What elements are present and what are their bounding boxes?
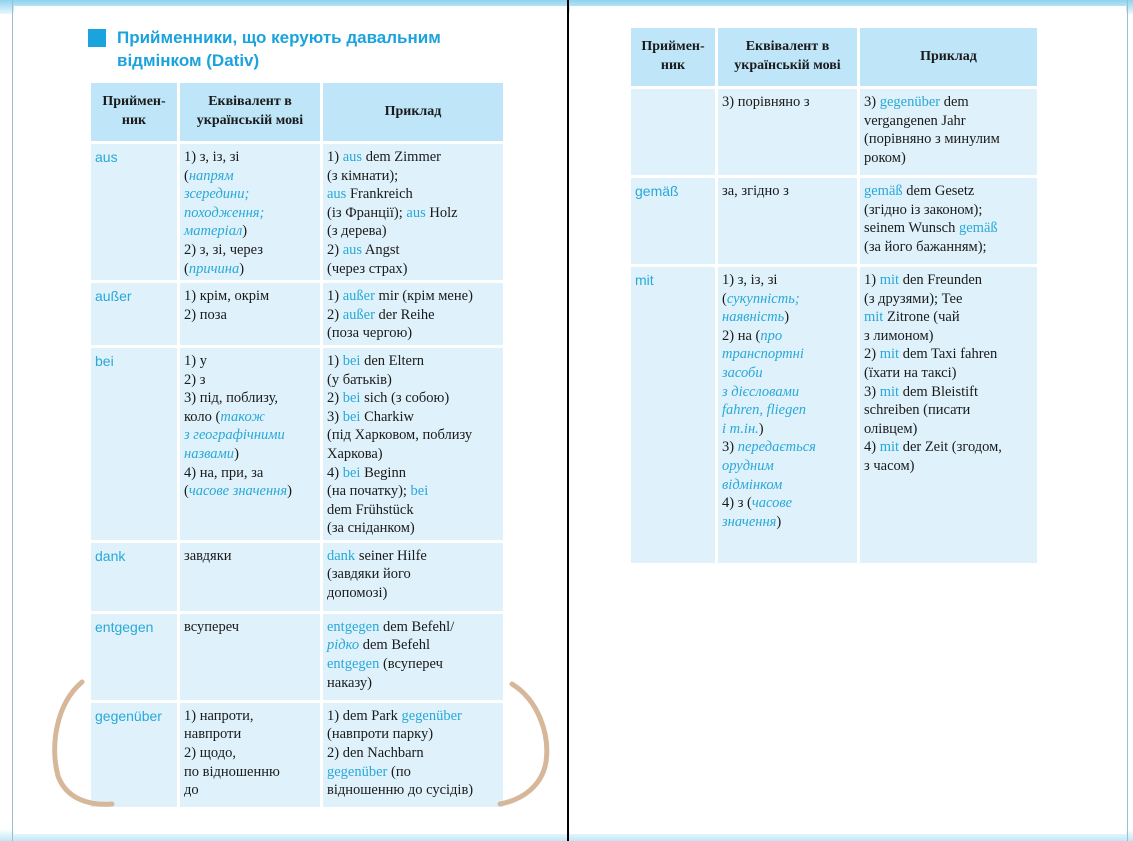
cell-line — [722, 93, 853, 112]
text-segment: schreiben (писати — [864, 402, 971, 419]
text-segment: 2) — [327, 241, 343, 258]
text-segment: ) — [242, 223, 248, 240]
text-segment: (з кімнати); — [327, 167, 399, 184]
text-segment: ) — [784, 309, 790, 326]
text-segment: 2) — [864, 346, 880, 363]
text-segment: 2) поза — [184, 306, 227, 323]
italic-note: і т.ін. — [722, 420, 759, 437]
cell-line — [864, 201, 1033, 220]
header-preposition: Приймен-ник — [631, 28, 715, 86]
text-segment: відношенню до сусідів) — [327, 782, 474, 799]
cell-line — [864, 182, 1033, 201]
text-segment: ) — [234, 445, 239, 462]
text-segment: 3) — [722, 439, 738, 456]
keyword: bei — [342, 464, 361, 481]
cell-line — [184, 763, 316, 782]
header-equivalent: Еквівалент в українській мові — [718, 28, 857, 86]
text-segment: ) — [239, 260, 245, 277]
italic-note: часове — [751, 495, 793, 512]
cell-line — [184, 426, 316, 445]
cell-line — [327, 445, 499, 464]
cell-line — [327, 501, 499, 520]
table-row — [91, 703, 503, 807]
header-example: Приклад — [860, 28, 1037, 86]
handwritten-right-bracket — [494, 676, 556, 812]
table-row — [631, 267, 1037, 563]
cell-line — [864, 345, 1033, 364]
cell-line — [184, 445, 316, 464]
text-segment: (під Харковом, поблизу — [327, 427, 473, 444]
text-segment: ( — [184, 167, 189, 184]
cell-line — [327, 287, 499, 306]
equivalent-cell — [180, 348, 320, 540]
keyword: mit — [879, 439, 900, 456]
text-segment: 1) з, із, зі — [184, 149, 240, 165]
cell-line — [722, 438, 853, 457]
text-segment: 1) — [327, 149, 343, 165]
cell-line — [184, 222, 316, 241]
text-segment: (порівняно з минулим — [864, 131, 1000, 148]
keyword: außer — [342, 306, 375, 323]
cell-line — [184, 707, 316, 726]
cell-line — [864, 238, 1033, 257]
text-segment: (через страх) — [327, 260, 408, 277]
table-header-row — [631, 28, 1037, 86]
equivalent-cell — [180, 283, 320, 345]
cell-line — [722, 345, 853, 364]
text-segment: ( — [184, 483, 189, 500]
text-segment: роком) — [864, 149, 906, 166]
page-spine — [567, 0, 569, 841]
italic-note: походження; — [184, 204, 265, 221]
text-segment: (з дерева) — [327, 223, 387, 240]
cell-line — [864, 438, 1033, 457]
text-segment: dem Befehl — [359, 637, 430, 654]
cell-line — [184, 389, 316, 408]
example-cell — [323, 543, 503, 611]
cell-line — [722, 308, 853, 327]
cell-line — [184, 371, 316, 390]
preposition-cell — [631, 89, 715, 175]
keyword: aus — [342, 241, 363, 258]
keyword: mit — [879, 383, 900, 400]
text-segment: 1) напроти, — [184, 707, 254, 724]
italic-note: орудним — [722, 457, 774, 474]
cell-line — [722, 476, 853, 495]
italic-note: відмінком — [722, 476, 783, 493]
cell-line — [327, 352, 499, 371]
text-segment: dem Taxi fahren — [899, 346, 998, 363]
italic-note: також — [220, 408, 265, 425]
cell-line — [327, 565, 499, 584]
cell-line — [327, 636, 499, 655]
equivalent-cell — [180, 614, 320, 700]
cell-line — [327, 167, 499, 186]
keyword: bei — [342, 390, 361, 407]
keyword: entgegen — [327, 656, 380, 673]
text-segment: 3) — [864, 383, 880, 400]
table-row — [631, 89, 1037, 175]
header-preposition: Приймен-ник — [91, 83, 177, 141]
text-segment: ) — [776, 513, 782, 530]
text-segment: допомозі) — [327, 585, 388, 602]
text-segment: Zitrone (чай — [883, 309, 960, 326]
table-row — [91, 283, 503, 345]
cell-line — [184, 352, 316, 371]
keyword: aus — [327, 186, 347, 203]
text-segment: seiner Hilfe — [355, 547, 427, 564]
cell-line — [184, 148, 316, 167]
preposition-cell: gemäß — [631, 178, 715, 264]
text-segment: dem — [940, 94, 969, 110]
text-segment: 4) — [864, 439, 880, 456]
cell-line — [327, 725, 499, 744]
text-segment: seinem Wunsch — [864, 220, 959, 237]
keyword: aus — [342, 149, 363, 165]
right-page-edge — [1127, 0, 1128, 841]
cell-line — [327, 781, 499, 800]
text-segment: Харкова) — [327, 445, 383, 462]
keyword: mit — [864, 309, 884, 326]
handwritten-left-bracket — [48, 676, 118, 816]
cell-line — [184, 241, 316, 260]
cell-line — [327, 204, 499, 223]
cell-line — [327, 482, 499, 501]
text-segment: Angst — [362, 241, 400, 258]
cell-line — [722, 401, 853, 420]
text-segment: Beginn — [360, 464, 406, 481]
cell-line — [327, 547, 499, 566]
prepositions-table-right — [628, 25, 1040, 566]
text-segment: 1) — [327, 288, 343, 305]
text-segment: (їхати на таксі) — [864, 364, 957, 381]
text-segment: 1) — [864, 272, 880, 288]
cell-line — [327, 324, 499, 343]
text-segment: mir (крім мене) — [374, 288, 473, 305]
left-page-edge — [12, 0, 13, 841]
text-segment: 2) — [327, 390, 343, 407]
text-segment: (у батьків) — [327, 371, 392, 388]
text-segment: (завдяки його — [327, 566, 411, 583]
text-segment: 3) — [327, 408, 343, 425]
italic-note: напрям — [188, 167, 234, 184]
italic-note: наявність — [722, 309, 785, 326]
italic-note: значення — [722, 513, 777, 530]
text-segment: 1) dem Park — [327, 707, 402, 724]
italic-note: рідко — [327, 637, 360, 654]
cell-line — [864, 401, 1033, 420]
text-segment: 1) з, із, зі — [722, 272, 778, 288]
text-segment: (згідно із законом); — [864, 201, 983, 218]
cell-line — [722, 271, 853, 290]
text-segment: sich (з собою) — [360, 390, 450, 407]
preposition-cell: außer — [91, 283, 177, 345]
cell-line — [327, 464, 499, 483]
text-segment: ( — [722, 290, 727, 307]
cell-line — [184, 618, 316, 637]
text-segment: 4) з ( — [722, 495, 752, 512]
example-cell — [323, 703, 503, 807]
table-row — [631, 178, 1037, 264]
text-segment: (всупереч — [379, 656, 443, 673]
table-row — [91, 144, 503, 280]
cell-line — [722, 420, 853, 439]
cell-line — [184, 744, 316, 763]
cell-line — [184, 547, 316, 566]
text-segment: (на початку); — [327, 483, 411, 500]
heading-square-icon — [88, 29, 106, 47]
table-header-row — [91, 83, 503, 141]
cell-line — [184, 725, 316, 744]
equivalent-cell — [718, 267, 857, 563]
cell-line — [327, 519, 499, 538]
table-row — [91, 543, 503, 611]
text-segment: 3) порівняно з — [722, 94, 810, 110]
cell-line — [327, 222, 499, 241]
example-cell — [323, 614, 503, 700]
text-segment: 4) — [327, 464, 343, 481]
text-segment: (за сніданком) — [327, 520, 415, 537]
equivalent-cell — [718, 89, 857, 175]
text-segment: (із Франції); — [327, 204, 407, 221]
example-cell — [323, 348, 503, 540]
text-segment: (навпроти парку) — [327, 726, 434, 743]
text-segment: наказу) — [327, 674, 372, 691]
keyword: gegenüber — [401, 707, 462, 724]
italic-note: транспортні — [722, 346, 804, 363]
cell-line — [184, 204, 316, 223]
italic-note: назвами — [184, 445, 235, 462]
text-segment: ) — [758, 420, 764, 437]
text-segment: dem Frühstück — [327, 501, 414, 518]
prepositions-table-left — [88, 80, 506, 810]
cell-line — [327, 241, 499, 260]
text-segment: по відношенню — [184, 763, 280, 780]
text-segment: навпроти — [184, 726, 242, 743]
text-segment: den Eltern — [360, 352, 425, 369]
table-row — [91, 348, 503, 540]
text-segment: за, згідно з — [722, 183, 789, 199]
cell-line — [327, 408, 499, 427]
italic-note: fahren, fliegen — [722, 402, 807, 419]
text-segment: 2) з — [184, 371, 206, 388]
italic-note: передається — [737, 439, 816, 456]
cell-line — [327, 148, 499, 167]
cell-line — [722, 383, 853, 402]
example-cell — [860, 267, 1037, 563]
preposition-cell: aus — [91, 144, 177, 280]
cell-line — [722, 494, 853, 513]
keyword: bei — [410, 483, 429, 500]
section-heading — [88, 26, 508, 72]
text-segment: Charkiw — [360, 408, 414, 425]
keyword: gemäß — [959, 220, 998, 237]
cell-line — [864, 308, 1033, 327]
cell-line — [864, 290, 1033, 309]
text-segment: 2) щодо, — [184, 745, 236, 762]
cell-line — [327, 674, 499, 693]
text-segment: der Zeit (згодом, — [899, 439, 1002, 456]
cell-line — [327, 185, 499, 204]
text-segment: завдяки — [184, 547, 232, 564]
text-segment: Holz — [425, 204, 458, 221]
text-segment: den Freunden — [899, 272, 983, 288]
text-segment: 2) на ( — [722, 327, 761, 344]
preposition-cell: bei — [91, 348, 177, 540]
cell-line — [327, 389, 499, 408]
text-segment: 1) у — [184, 352, 207, 369]
text-segment: dem Bleistift — [899, 383, 978, 400]
cell-line — [327, 707, 499, 726]
cell-line — [184, 781, 316, 800]
text-segment: dem Befehl/ — [379, 618, 455, 635]
cell-line — [864, 420, 1033, 439]
equivalent-cell — [180, 543, 320, 611]
text-segment: (по — [387, 763, 411, 780]
example-cell — [860, 89, 1037, 175]
cell-line — [184, 185, 316, 204]
keyword: entgegen — [327, 618, 380, 635]
cell-line — [184, 464, 316, 483]
cell-line — [722, 457, 853, 476]
text-segment: dem Gesetz — [902, 183, 975, 199]
cell-line — [327, 655, 499, 674]
cell-line — [327, 260, 499, 279]
text-segment: 3) — [864, 94, 880, 110]
text-segment: (поза чергою) — [327, 325, 413, 342]
italic-note: зсередини; — [184, 186, 250, 203]
text-segment: 3) під, поблизу, — [184, 390, 278, 407]
italic-note: сукупність; — [726, 290, 800, 307]
italic-note: причина — [188, 260, 240, 277]
keyword: außer — [342, 288, 375, 305]
cell-line — [864, 93, 1033, 112]
preposition-cell: entgegen — [91, 614, 177, 700]
text-segment: ( — [184, 260, 189, 277]
italic-note: з дієсловами — [722, 383, 800, 400]
header-example: Приклад — [323, 83, 503, 141]
cell-line — [864, 383, 1033, 402]
preposition-cell: dank — [91, 543, 177, 611]
keyword: gemäß — [864, 183, 903, 199]
cell-line — [184, 287, 316, 306]
cell-line — [864, 327, 1033, 346]
text-segment: коло ( — [184, 408, 221, 425]
text-segment: 1) — [327, 352, 343, 369]
text-segment: Frankreich — [346, 186, 413, 203]
cell-line — [722, 290, 853, 309]
cell-line — [864, 112, 1033, 131]
cell-line — [864, 271, 1033, 290]
keyword: aus — [406, 204, 426, 221]
keyword: bei — [342, 352, 361, 369]
cell-line — [327, 426, 499, 445]
cell-line — [327, 744, 499, 763]
text-segment: 2) — [327, 306, 343, 323]
table-row — [91, 614, 503, 700]
cell-line — [722, 182, 853, 201]
equivalent-cell — [718, 178, 857, 264]
cell-line — [184, 306, 316, 325]
cell-line — [327, 763, 499, 782]
cell-line — [327, 618, 499, 637]
italic-note: з географічними — [184, 427, 285, 444]
text-segment: 2) з, зі, через — [184, 241, 264, 258]
text-segment: der Reihe — [374, 306, 435, 323]
text-segment: 2) den Nachbarn — [327, 745, 424, 762]
keyword: gegenüber — [327, 763, 388, 780]
italic-note: матеріал — [184, 223, 243, 240]
cell-line — [864, 364, 1033, 383]
cell-line — [184, 260, 316, 279]
text-segment: ) — [287, 483, 292, 500]
equivalent-cell — [180, 703, 320, 807]
example-cell — [323, 283, 503, 345]
keyword: dank — [327, 547, 356, 564]
cell-line — [864, 149, 1033, 168]
text-segment: 1) крім, окрім — [184, 288, 270, 305]
cell-line — [722, 364, 853, 383]
preposition-cell: mit — [631, 267, 715, 563]
text-segment: до — [184, 782, 199, 799]
text-segment: vergangenen Jahr — [864, 112, 966, 129]
cell-line — [864, 219, 1033, 238]
cell-line — [327, 371, 499, 390]
equivalent-cell — [180, 144, 320, 280]
text-segment: олівцем) — [864, 420, 918, 437]
text-segment: з лимоном) — [864, 327, 934, 344]
header-equivalent: Еквівалент в українській мові — [180, 83, 320, 141]
keyword: mit — [879, 272, 900, 288]
cell-line — [327, 584, 499, 603]
cell-line — [722, 327, 853, 346]
italic-note: про — [760, 327, 783, 344]
cell-line — [184, 482, 316, 501]
text-segment: 4) на, при, за — [184, 464, 264, 481]
keyword: gegenüber — [879, 94, 941, 110]
preposition-cell: gegenüber — [91, 703, 177, 807]
cell-line — [327, 306, 499, 325]
cell-line — [722, 513, 853, 532]
text-segment: з часом) — [864, 457, 915, 474]
cell-line — [184, 167, 316, 186]
text-segment: (з друзями); Tee — [864, 290, 963, 307]
example-cell — [323, 144, 503, 280]
keyword: mit — [879, 346, 900, 363]
italic-note: часове значення — [188, 483, 288, 500]
cell-line — [864, 130, 1033, 149]
text-segment: dem Zimmer — [362, 149, 441, 165]
text-segment: (за його бажанням); — [864, 238, 987, 255]
italic-note: засоби — [722, 364, 763, 381]
text-segment: всупереч — [184, 618, 240, 635]
example-cell — [860, 178, 1037, 264]
heading-text: Прийменники, що керують давальним відмінком (Dativ) — [117, 28, 441, 70]
cell-line — [184, 408, 316, 427]
keyword: bei — [342, 408, 361, 425]
cell-line — [864, 457, 1033, 476]
